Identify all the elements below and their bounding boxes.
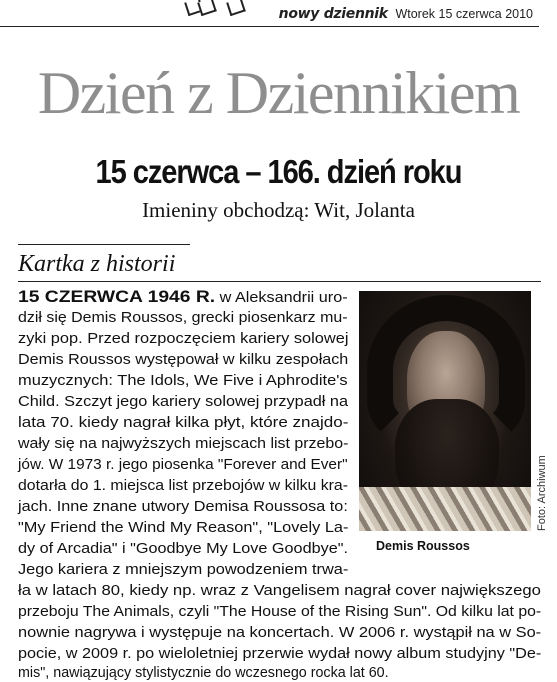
artist-photo xyxy=(359,291,531,531)
article-line: nownie nagrywa i występuje na koncertach. W 2006 r. wystąpił na w So- xyxy=(18,625,542,641)
article-line: jach. Inne znane utwory Demisa Roussosa to: xyxy=(18,499,348,515)
article-line: Jego kariera z mniejszym powodzeniem trwa- xyxy=(18,562,349,578)
article-line: mis", nawiązujący stylistycznie do wczesnego rocka lat 60. xyxy=(18,665,389,681)
newspaper-name: nowy dziennik xyxy=(278,6,388,22)
article-line: lata 70. kiedy nagrał kilka płyt, które znajdo- xyxy=(18,415,349,431)
name-days: Imieniny obchodzą: Wit, Jolanta xyxy=(142,198,415,222)
article-line: dy of Arcadia" i "Goodbye My Love Goodbye". xyxy=(18,541,348,557)
article-line: przeboju The Animals, czyli "The House of the Rising Sun". Od kilku lat po- xyxy=(18,604,542,620)
photo-credit: Foto: Archiwum xyxy=(536,455,548,531)
article-line: zyki pop. Przed rozpoczęciem kariery solowej xyxy=(18,331,349,347)
date-headline: 15 czerwca – 166. dzień roku xyxy=(95,153,462,190)
article-line: 15 CZERWCA 1946 R. w Aleksandrii uro- xyxy=(18,287,348,306)
article-line: ła w latach 80, kiedy np. wraz z Vangelisem nagrał cover największego xyxy=(18,583,541,599)
article-line: dotarła do 1. miejsca list przebojów w kilku kra- xyxy=(18,478,348,494)
article-line: muzycznych: The Idols, We Five i Aphrodite's xyxy=(18,373,348,389)
article-line: wały się na najwyższych miejscach list przebo- xyxy=(18,436,349,452)
decoration-icon xyxy=(197,0,217,16)
section-rule xyxy=(18,244,190,245)
top-rule xyxy=(0,26,539,27)
article-line: jów. W 1973 r. jego piosenka "Forever and Ever" xyxy=(18,457,348,473)
issue-date: Wtorek 15 czerwca 2010 xyxy=(395,7,533,21)
page-header xyxy=(279,6,533,22)
article-line: Child. Szczyt jego kariery solowej przypadł na xyxy=(18,394,349,410)
article-line: "My Friend the Wind My Reason", "Lovely La- xyxy=(18,520,349,536)
photo-caption: Demis Roussos xyxy=(376,539,470,553)
article-line: Demis Roussos występował w kilku zespołach xyxy=(18,352,349,368)
page-title: Dzień z Dziennikiem xyxy=(37,60,520,126)
section-divider xyxy=(18,281,541,282)
photo-robe xyxy=(359,487,531,531)
article-line: dził się Demis Roussos, grecki piosenkarz mu- xyxy=(18,310,348,326)
decoration-icon xyxy=(226,0,246,16)
section-heading: Kartka z historii xyxy=(18,251,176,277)
article-line: pocie, w 2009 r. po wieloletniej przerwie wydał nowy album studyjny "De- xyxy=(18,646,542,662)
article-lead: 15 CZERWCA 1946 R. xyxy=(18,287,216,306)
